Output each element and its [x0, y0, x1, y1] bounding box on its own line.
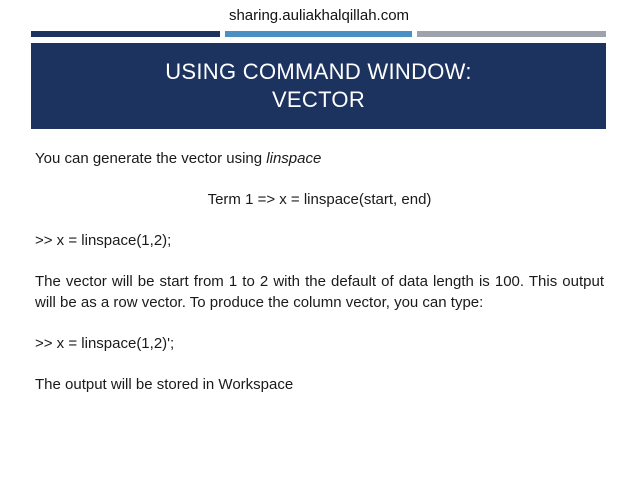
site-url: sharing.auliakhalqillah.com — [228, 7, 410, 24]
intro-emphasis: linspace — [266, 150, 322, 167]
title-line-2: VECTOR — [271, 87, 366, 112]
term-line: Term 1 => x = linspace(start, end) — [207, 191, 432, 208]
explanation-paragraph: The vector will be start from 1 to 2 with the default of data length is 100. This output will be as a row vector. To produce the column vector, you can type: — [35, 273, 604, 311]
intro-text: You can generate the vector using — [35, 150, 267, 167]
header-bar-gray — [417, 31, 606, 37]
command-line-1: >> x = linspace(1,2); — [35, 232, 172, 249]
intro-paragraph — [35, 148, 604, 169]
header-bar-dark — [31, 31, 220, 37]
slide-content — [35, 148, 604, 395]
title-banner — [31, 43, 606, 129]
header-bar-blue — [225, 31, 412, 37]
conclusion-paragraph: The output will be stored in Workspace — [35, 376, 294, 393]
command-line-2: >> x = linspace(1,2)'; — [35, 335, 175, 352]
title-line-1: USING COMMAND WINDOW: — [165, 59, 472, 84]
